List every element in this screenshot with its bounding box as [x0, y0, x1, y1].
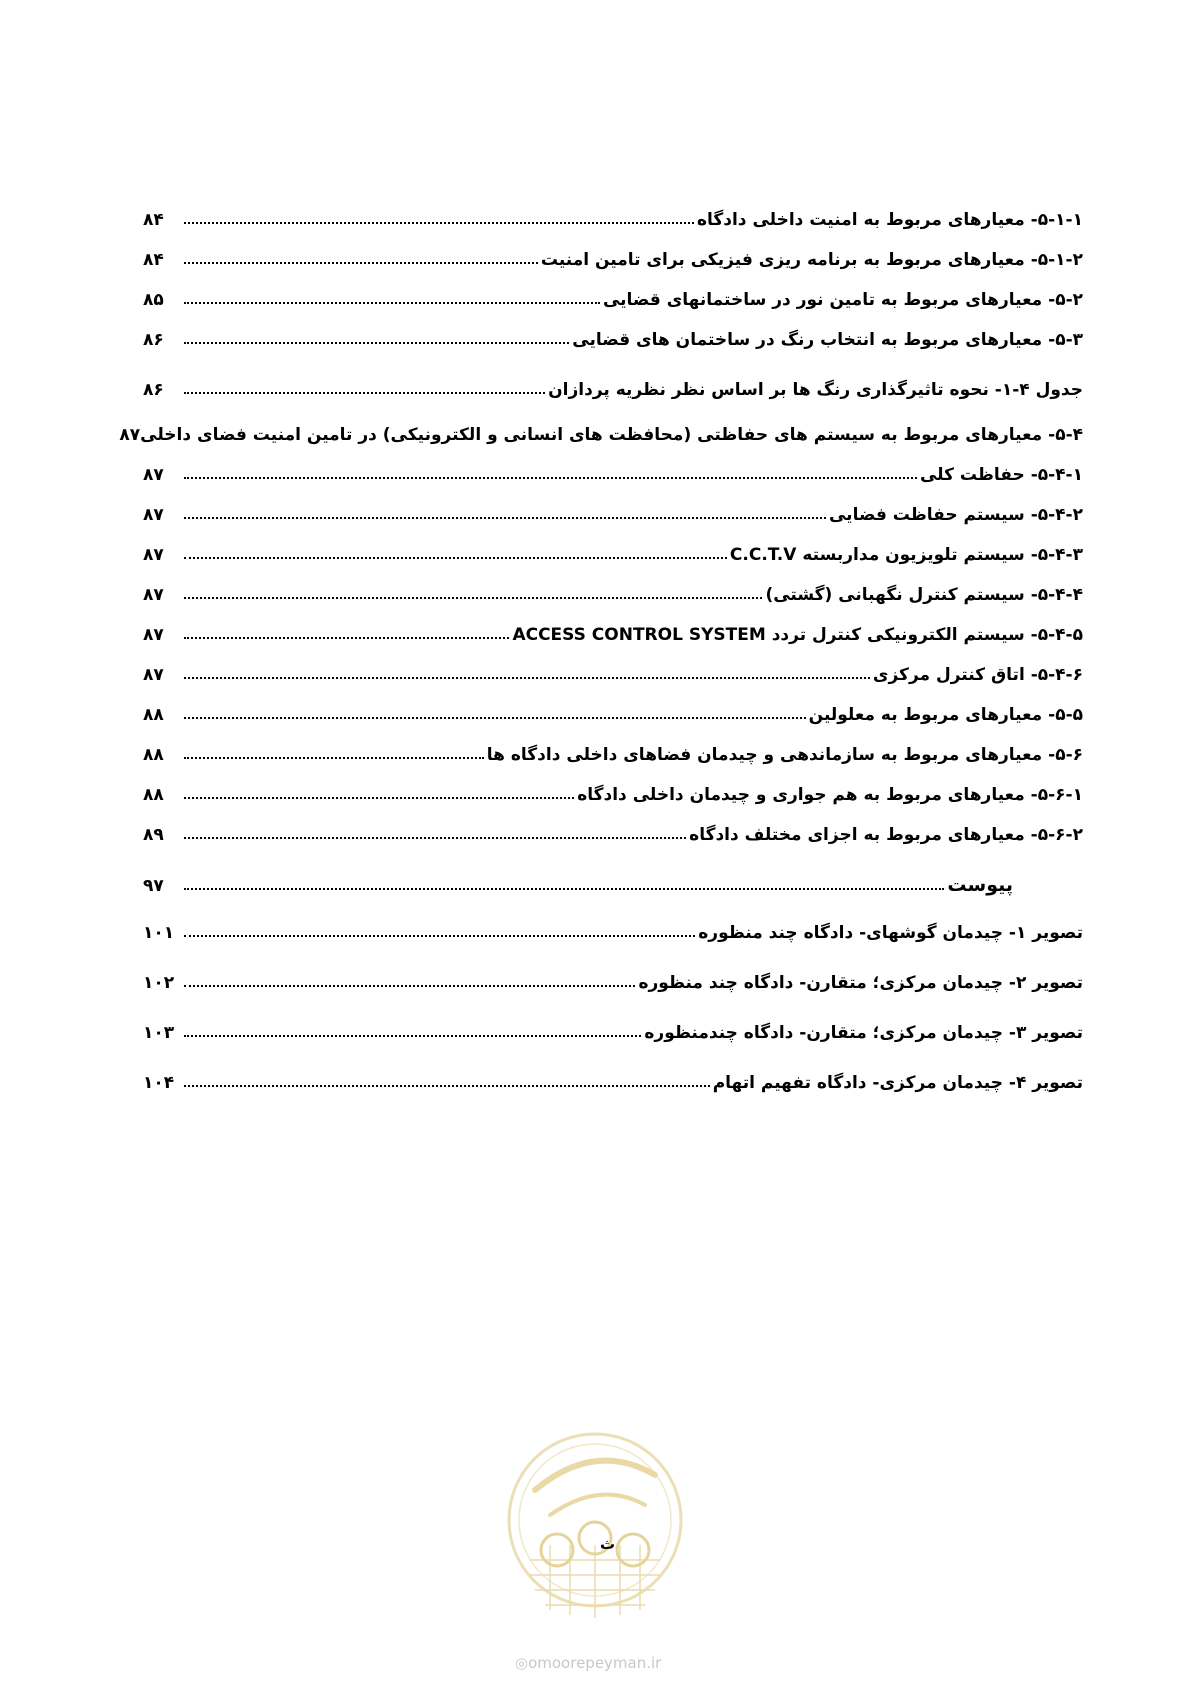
- toc-title: ۵-۶-۱- معیارهای مربوط به هم جواری و چیدمان داخلی دادگاه: [577, 785, 1083, 805]
- toc-title: ۵-۴-۴- سیستم کنترل نگهبانی (گشتی): [765, 585, 1083, 605]
- toc-leader: [184, 557, 727, 559]
- toc-page: ۱۰۴: [143, 1073, 175, 1093]
- toc-title: تصویر ۱- چیدمان گوشهای- دادگاه چند منظوره: [698, 923, 1083, 943]
- toc-leader: [184, 935, 695, 937]
- toc-title: جدول ۴-۱- نحوه تاثیرگذاری رنگ ها بر اساس نظر نظریه پردازان: [548, 380, 1083, 400]
- toc-title: تصویر ۲- چیدمان مرکزی؛ متقارن- دادگاه چند منظوره: [638, 973, 1083, 993]
- toc-row[interactable]: [143, 280, 1083, 310]
- toc-leader: [184, 222, 694, 224]
- toc-title: ۵-۶- معیارهای مربوط به سازماندهی و چیدمان فضاهای داخلی دادگاه ها: [486, 745, 1083, 765]
- toc-row[interactable]: [143, 655, 1083, 685]
- toc-page: ۸۷: [143, 585, 164, 605]
- toc-leader: [184, 342, 569, 344]
- toc-leader: [184, 597, 762, 599]
- toc-title: ۵-۱-۲- معیارهای مربوط به برنامه ریزی فیزیکی برای تامین امنیت: [540, 250, 1083, 270]
- toc-leader: [184, 1085, 710, 1087]
- toc-row[interactable]: [143, 815, 1083, 845]
- toc-leader: [184, 262, 538, 264]
- toc-leader: [184, 677, 870, 679]
- toc-leader: [184, 637, 509, 639]
- toc-row[interactable]: [143, 735, 1083, 765]
- toc-title: ۵-۱-۱- معیارهای مربوط به امنیت داخلی دادگاه: [696, 210, 1083, 230]
- toc-page: ۸۷: [143, 505, 164, 525]
- toc-page: ۹۷: [143, 876, 164, 896]
- toc-page: ۸۴: [143, 210, 164, 230]
- toc-page: ۸۸: [143, 785, 164, 805]
- toc-page: ۱۰۲: [143, 973, 175, 993]
- toc-leader: [184, 797, 574, 799]
- toc-row[interactable]: [143, 1063, 1083, 1093]
- toc-row[interactable]: [143, 866, 1083, 896]
- logo-watermark: [505, 1420, 685, 1630]
- toc-page: ۱۰۳: [143, 1023, 175, 1043]
- toc-row[interactable]: [143, 240, 1083, 270]
- toc-title: ۵-۴-۳- سیستم تلویزیون مداربسته C.C.T.V: [729, 545, 1083, 565]
- toc-title: ۵-۴-۲- سیستم حفاظت فضایی: [828, 505, 1083, 525]
- toc-row[interactable]: [143, 963, 1083, 993]
- toc-title: ۵-۴-۶- اتاق کنترل مرکزی: [872, 665, 1083, 685]
- toc-title: تصویر ۳- چیدمان مرکزی؛ متقارن- دادگاه چندمنظوره: [644, 1023, 1083, 1043]
- toc-row[interactable]: [143, 370, 1083, 400]
- page-number: ث: [600, 1535, 616, 1553]
- toc-leader: [184, 717, 806, 719]
- toc-page: ۸۷: [143, 665, 164, 685]
- toc-leader: [184, 985, 635, 987]
- toc-leader: [184, 1035, 641, 1037]
- toc-row[interactable]: [143, 615, 1083, 645]
- toc-page: ۸۶: [143, 380, 164, 400]
- toc-page: ۸۷: [143, 625, 164, 645]
- toc-title: ۵-۴-۵- سیستم الکترونیکی کنترل تردد ACCESS CONTROL SYSTEM: [512, 625, 1083, 645]
- site-url: omoorepeyman.ir: [528, 1654, 662, 1672]
- toc-row[interactable]: [143, 913, 1083, 943]
- toc-row[interactable]: [143, 575, 1083, 605]
- toc-title: ۵-۳- معیارهای مربوط به انتخاب رنگ در ساختمان های قضایی: [572, 330, 1083, 350]
- toc-page: ۱۰۱: [143, 923, 175, 943]
- toc-title: ۵-۵- معیارهای مربوط به معلولین: [808, 705, 1083, 725]
- globe-icon: ◎: [515, 1654, 529, 1672]
- toc-page: ۸۵: [143, 290, 164, 310]
- toc-page: ۸۷: [119, 425, 141, 445]
- toc-title: تصویر ۴- چیدمان مرکزی- دادگاه تفهیم اتهام: [712, 1073, 1083, 1093]
- toc-page: ۸۶: [143, 330, 164, 350]
- toc-page: ۸۸: [143, 745, 164, 765]
- toc-page: ۸۸: [143, 705, 164, 725]
- toc-title: ۵-۴- معیارهای مربوط به سیستم های حفاظتی (محافظت های انسانی و الکترونیکی) در تامین امنیت فضای داخلی: [140, 425, 1083, 445]
- toc-title: ۵-۲- معیارهای مربوط به تامین نور در ساختمانهای قضایی: [602, 290, 1083, 310]
- toc-title: ۵-۶-۲- معیارهای مربوط به اجزای مختلف دادگاه: [689, 825, 1083, 845]
- toc-row[interactable]: [143, 495, 1083, 525]
- toc-row[interactable]: [143, 1013, 1083, 1043]
- toc-page: ۸۴: [143, 250, 164, 270]
- toc-row[interactable]: [143, 455, 1083, 485]
- watermark-site: [515, 1654, 661, 1672]
- toc-row[interactable]: [143, 535, 1083, 565]
- toc-leader: [184, 517, 826, 519]
- toc-leader: [184, 888, 944, 890]
- toc-page: ۸۹: [143, 825, 164, 845]
- toc-row[interactable]: [143, 320, 1083, 350]
- toc-page: ۸۷: [143, 545, 164, 565]
- toc-row[interactable]: [119, 415, 1083, 445]
- toc-page: ۸۷: [143, 465, 164, 485]
- toc-row[interactable]: [143, 775, 1083, 805]
- toc-leader: [184, 302, 600, 304]
- toc-title: پیوست: [947, 874, 1013, 896]
- toc-row[interactable]: [143, 695, 1083, 725]
- toc-leader: [184, 392, 545, 394]
- toc-leader: [184, 757, 484, 759]
- toc-title: ۵-۴-۱- حفاظت کلی: [919, 465, 1083, 485]
- toc-row[interactable]: [143, 200, 1083, 230]
- toc-leader: [184, 837, 686, 839]
- toc-leader: [184, 477, 917, 479]
